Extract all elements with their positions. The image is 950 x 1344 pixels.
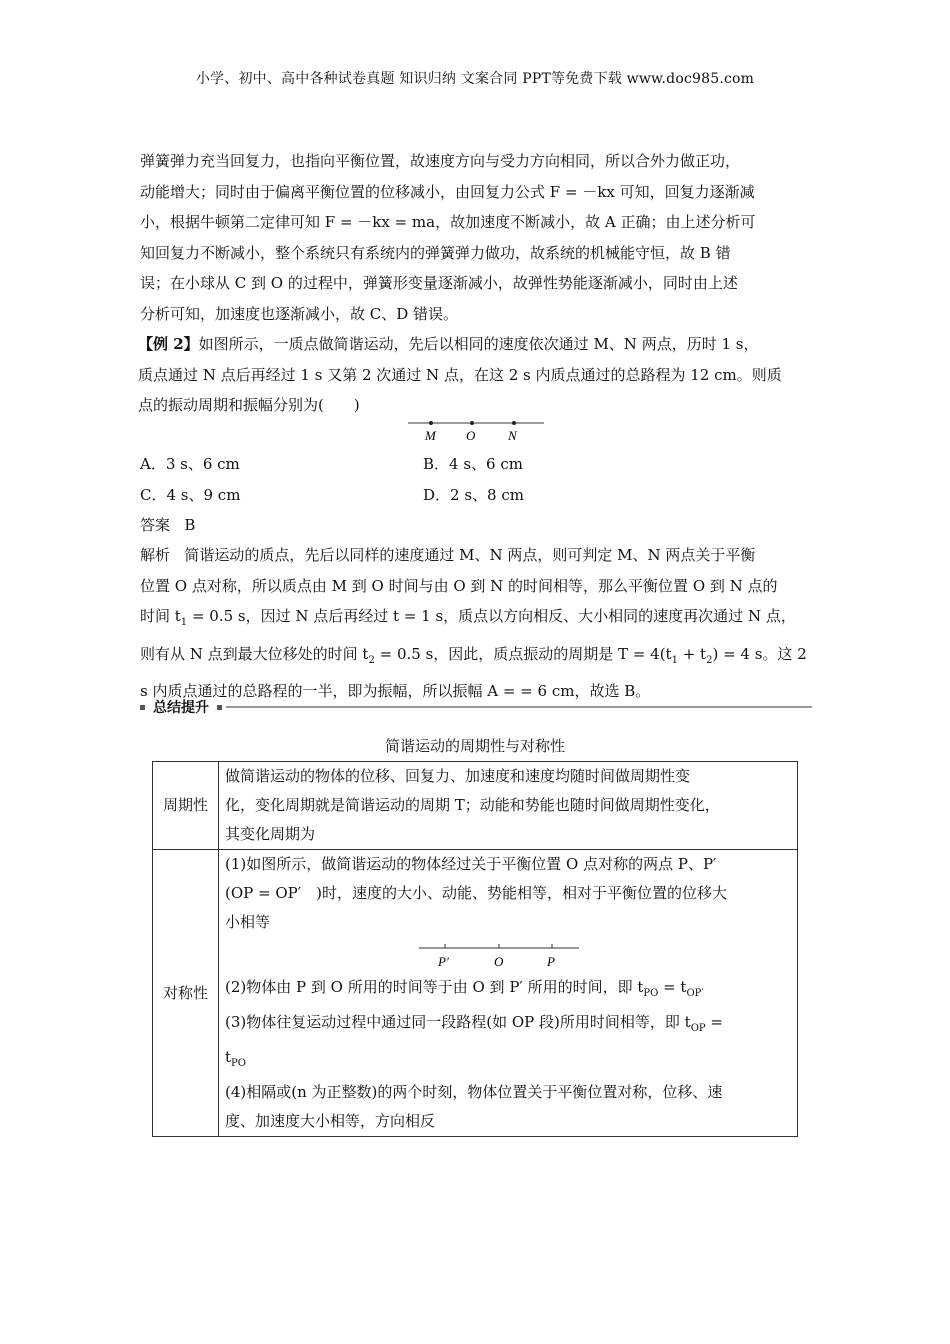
- label-o: O: [494, 954, 504, 969]
- analysis-line: 小，根据牛顿第二定律可知 F = －kx = ma，故加速度不断减小，故 A 正确；由上述分析可: [140, 213, 756, 231]
- solution-text: 则有从 N 点到最大位移处的时间 t: [140, 644, 369, 663]
- cell-line: [225, 1043, 791, 1078]
- table-row: [153, 850, 798, 1137]
- solution-line: [140, 639, 812, 677]
- answer-value: B: [184, 516, 196, 534]
- solution-label: 解析: [140, 546, 171, 564]
- cell-line: (1)如图所示，做简谐运动的物体经过关于平衡位置 O 点对称的两点 P、P′: [225, 855, 717, 873]
- label-p-prime: P′: [438, 954, 449, 969]
- page-header: 小学、初中、高中各种试卷真题 知识归纳 文案合同 PPT等免费下载 www.doc985.com: [195, 71, 755, 87]
- cell-line: 化，变化周期就是简谐运动的周期 T；动能和势能也随时间做周期性变化，: [225, 796, 720, 814]
- example-2-question: [138, 329, 810, 421]
- cell-text: =: [705, 1013, 723, 1031]
- summary-table: [152, 761, 798, 1137]
- question-line: 质点通过 N 点后再经过 1 s 又第 2 次通过 N 点，在这 2 s 内质点通过的总路程为 12 cm。则质: [138, 365, 782, 384]
- row-header-periodicity: 周期性: [153, 762, 219, 850]
- pop-number-line-figure: [419, 937, 589, 973]
- subscript: 1: [671, 654, 678, 666]
- square-bullet-icon: [140, 705, 145, 710]
- cell-line: 小相等: [225, 913, 271, 931]
- divider: [226, 706, 812, 708]
- answer-options: [140, 449, 812, 510]
- analysis-line: 动能增大；同时由于偏离平衡位置的位移减小，由回复力公式 F = －kx 可知，回复力逐渐减: [140, 182, 755, 201]
- cell-line: (OP = OP′ )时，速度的大小、动能、势能相等，相对于平衡位置的位移大: [225, 884, 727, 902]
- subscript: PO: [643, 988, 659, 999]
- cell-line: [225, 1008, 791, 1043]
- analysis-line: 分析可知，加速度也逐渐减小，故 C、D 错误。: [140, 304, 459, 323]
- solution-text: 时间 t: [140, 607, 181, 625]
- subscript: OP: [690, 1023, 706, 1034]
- analysis-line: 误；在小球从 C 到 O 的过程中，弹簧形变量逐渐减小，故弹性势能逐渐减小，同时由上述: [140, 274, 738, 292]
- row-header-symmetry: 对称性: [153, 850, 219, 1137]
- option-a: A．3 s、6 cm: [140, 455, 240, 473]
- option-b: B．4 s、6 cm: [423, 455, 523, 473]
- label-m: M: [425, 428, 436, 443]
- solution-text: 简谐运动的质点，先后以同样的速度通过 M、N 两点，则可判定 M、N 两点关于平衡: [184, 546, 756, 564]
- periodicity-cell: [219, 762, 798, 850]
- question-line: [138, 329, 810, 360]
- example-label: 【例 2】: [138, 335, 199, 353]
- question-text: 如图所示，一质点做简谐运动，先后以相同的速度依次通过 M、N 两点，历时 1 s，: [198, 335, 759, 353]
- solution-text: = 0.5 s，因此，质点振动的周期是 T = 4(t: [374, 644, 672, 663]
- table-title: 简谐运动的周期性与对称性: [384, 737, 565, 755]
- analysis-line: 弹簧弹力充当回复力，也指向平衡位置，故速度方向与受力方向相同，所以合外力做正功，: [140, 152, 741, 170]
- subscript: 2: [706, 654, 713, 666]
- subscript: 1: [180, 617, 188, 628]
- subscript: 2: [368, 654, 375, 666]
- cell-line: 度、加速度大小相等，方向相反: [225, 1112, 436, 1130]
- label-o: O: [466, 428, 476, 443]
- analysis-line: 知回复力不断减小，整个系统只有系统内的弹簧弹力做功，故系统的机械能守恒，故 B 错: [140, 243, 731, 262]
- point-n-dot: [512, 421, 516, 425]
- question-line: 点的振动周期和振幅分别为( ): [138, 396, 360, 414]
- analysis-continuation: [140, 146, 812, 329]
- solution-line: s 内质点通过的总路程的一半，即为振幅，所以振幅 A = = 6 cm，故选 B。: [140, 682, 651, 700]
- cell-line: (4)相隔或(n 为正整数)的两个时刻，物体位置关于平衡位置对称，位移、速: [225, 1083, 723, 1101]
- label-p: P: [547, 954, 555, 969]
- solution-text: = 0.5 s，因过 N 点后再经过 t = 1 s，质点以方向相反、大小相同的速度再次通过 N 点，: [187, 607, 796, 625]
- answer-row: [140, 510, 195, 541]
- cell-text: (3)物体往复运动过程中通过同一段路程(如 OP 段)所用时间相等，即 t: [225, 1013, 691, 1031]
- cell-line: 其变化周期为: [225, 825, 316, 843]
- label-n: N: [508, 428, 517, 443]
- symmetry-cell: [219, 850, 798, 1137]
- option-d: D．2 s、8 cm: [423, 485, 524, 504]
- table-row: [153, 762, 798, 850]
- solution-text: + t: [677, 644, 707, 663]
- point-m-dot: [429, 421, 433, 425]
- solution-block: [140, 540, 812, 707]
- pop-figure-container: [225, 937, 791, 973]
- cell-line: [225, 973, 791, 1008]
- cell-text: = t: [658, 978, 687, 996]
- cell-text: t: [225, 1048, 232, 1066]
- answer-label: 答案: [140, 516, 171, 534]
- square-bullet-icon: [217, 705, 222, 710]
- solution-text: ) = 4 s。这 2: [712, 644, 807, 663]
- summary-section-bar: [140, 696, 812, 718]
- solution-line: [140, 540, 812, 571]
- subscript: OP′: [686, 988, 704, 999]
- summary-title: 总结提升: [153, 700, 209, 716]
- solution-line: 位置 O 点对称，所以质点由 M 到 O 时间与由 O 到 N 的时间相等，那么平衡位置 O 到 N 点的: [140, 576, 778, 595]
- cell-line: 做简谐运动的物体的位移、回复力、加速度和速度均随时间做周期性变: [225, 767, 691, 785]
- point-o-dot: [470, 421, 474, 425]
- cell-text: (2)物体由 P 到 O 所用的时间等于由 O 到 P′ 所用的时间，即 t: [225, 978, 644, 996]
- option-c: C．4 s、9 cm: [140, 485, 241, 504]
- solution-line: [140, 601, 812, 639]
- subscript: PO: [231, 1058, 246, 1069]
